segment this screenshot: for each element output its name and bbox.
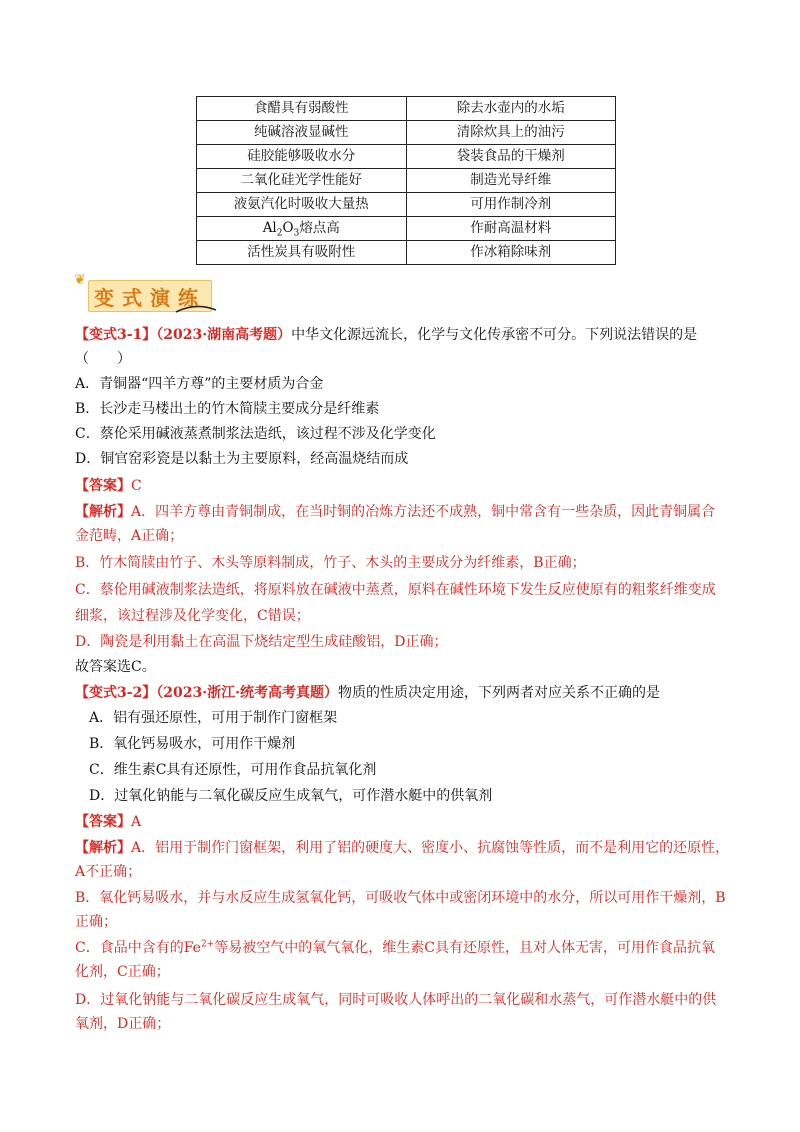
table-row	[197, 217, 616, 241]
table-cell: 除去水壶内的水垢	[406, 97, 616, 121]
property-use-table	[196, 96, 616, 265]
leaf-icon: ❦	[74, 272, 86, 288]
option-c: C．维生素C具有还原性，可用作食品抗氧化剂	[89, 762, 377, 778]
analysis-line: 【解析】A．四羊方尊由青铜制成，在当时铜的冶炼方法还不成熟，铜中常含有一些杂质，因此青铜属合	[75, 504, 716, 520]
option-b: B．氧化钙易吸水，可用作干燥剂	[89, 736, 296, 752]
analysis-line: D．过氧化钠能与二氧化碳反应生成氧气，同时可吸收人体呼出的二氧化碳和水蒸气，可作潜水艇中的供	[75, 992, 717, 1008]
table-cell: 清除炊具上的油污	[406, 121, 616, 145]
option-b: B．长沙走马楼出土的竹木简牍主要成分是纤维素	[75, 401, 380, 417]
table-cell: 活性炭具有吸附性	[197, 241, 407, 265]
analysis-line: 金范畴，A正确；	[75, 528, 184, 544]
analysis-line: 氧剂，D正确；	[75, 1016, 171, 1032]
conclusion-line: 故答案选C。	[75, 659, 156, 675]
table-cell: 袋装食品的干燥剂	[406, 145, 616, 169]
table-row	[197, 241, 616, 265]
answer-line: 【答案】C	[75, 478, 142, 494]
analysis-line: 细浆，该过程涉及化学变化，C错误；	[75, 608, 310, 624]
table-row	[197, 145, 616, 169]
table-cell: 硅胶能够吸收水分	[197, 145, 407, 169]
question-3-1-stem: 【变式3-1】（2023·湖南高考题）中华文化源远流长，化学与文化传承密不可分。下列说法错误的是	[75, 327, 698, 343]
analysis-line: 正确；	[75, 914, 117, 930]
analysis-line: B．竹木简牍由竹子、木头等原料制成，竹子、木头的主要成分为纤维素，B正确；	[75, 555, 586, 571]
analysis-line: B．氧化钙易吸水，并与水反应生成氢氧化钙，可吸收气体中或密闭环境中的水分，所以可用作干燥剂，B	[75, 890, 726, 906]
analysis-line: A不正确；	[75, 864, 142, 880]
option-a: A．青铜器“四羊方尊”的主要材质为合金	[75, 376, 324, 392]
question-3-2-stem: 【变式3-2】（2023·浙江·统考高考真题）物质的性质决定用途，下列两者对应关系不正确的是	[75, 685, 661, 701]
table-row	[197, 97, 616, 121]
section-banner	[74, 272, 224, 316]
analysis-line: C．蔡伦用碱液制浆法造纸，将原料放在碱液中蒸煮，原料在碱性环境下发生反应使原有的粗浆纤维变成	[75, 582, 716, 598]
table-cell: 食醋具有弱酸性	[197, 97, 407, 121]
option-a: A．铝有强还原性，可用于制作门窗框架	[89, 710, 338, 726]
table-row	[197, 169, 616, 193]
table-cell: 制造光导纤维	[406, 169, 616, 193]
table-cell: 纯碱溶液显碱性	[197, 121, 407, 145]
swoosh-icon	[174, 304, 218, 314]
option-d: D．铜官窑彩瓷是以黏土为主要原料，经高温烧结而成	[75, 451, 409, 467]
table-cell: 可用作制冷剂	[406, 193, 616, 217]
analysis-line-fe: C．食品中含有的$Fe^{2+}$等易被空气中的氧气氧化，维生素C具有还原性，且对人体无害，可用作食品抗氧	[75, 939, 715, 956]
table-row	[197, 193, 616, 217]
table-cell: 作耐高温材料	[406, 217, 616, 241]
answer-paren: （ ）	[75, 351, 131, 367]
table-cell: 作冰箱除味剂	[406, 241, 616, 265]
analysis-line: 化剂，C正确；	[75, 964, 170, 980]
table-cell: 液氨汽化时吸收大量热	[197, 193, 407, 217]
table-cell: 二氧化硅光学性能好	[197, 169, 407, 193]
option-c: C．蔡伦采用碱液蒸煮制浆法造纸，该过程不涉及化学变化	[75, 426, 436, 442]
table-row	[197, 121, 616, 145]
answer-line: 【答案】A	[75, 814, 142, 830]
analysis-line: D．陶瓷是利用黏土在高温下烧结定型生成硅酸铝，D正确；	[75, 634, 448, 650]
analysis-line: 【解析】A．铝用于制作门窗框架，利用了铝的硬度大、密度小、抗腐蚀等性质，而不是利用它的还原性，	[75, 840, 730, 856]
table-cell-al2o3: $Al_2O_3$熔点高	[197, 217, 407, 241]
option-d: D．过氧化钠能与二氧化碳反应生成氧气，可作潜水艇中的供氧剂	[89, 788, 493, 804]
banner-title: 变式演练	[94, 286, 206, 310]
